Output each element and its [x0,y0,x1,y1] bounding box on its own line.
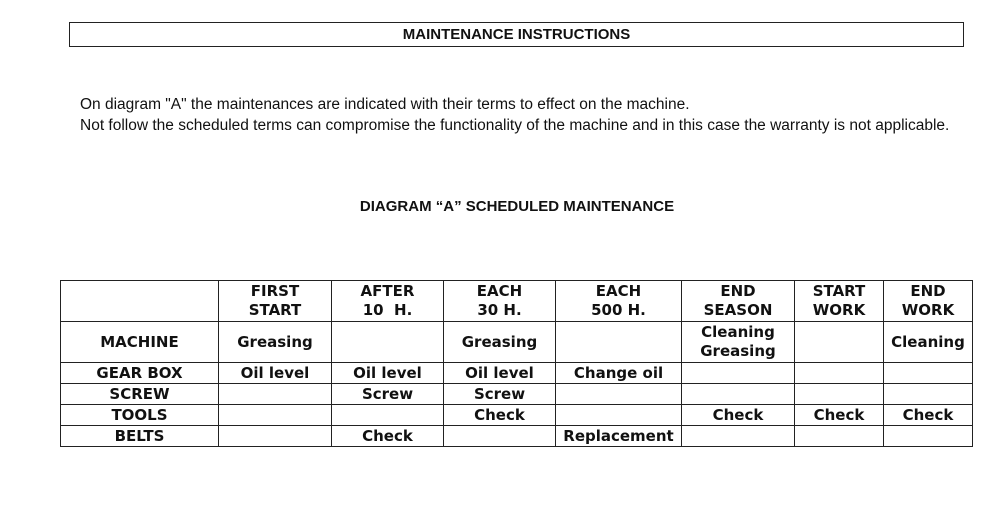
header-line: START [248,301,302,319]
row-label: MACHINE [61,322,219,363]
table-cell: Check [682,405,795,426]
table-cell [682,322,795,363]
row-label: BELTS [61,426,219,447]
table-cell: Greasing [444,322,556,363]
header-cell-each-500h [556,281,682,322]
table-cell [884,426,973,447]
table-cell: Greasing [219,322,332,363]
header-cell-first-start [219,281,332,322]
table-cell [556,384,682,405]
table-row-tools [61,405,973,426]
table-row-gear-box [61,363,973,384]
intro-line-1: On diagram "A" the maintenances are indicated with their terms to effect on the machine. [80,96,690,113]
header-line: 10 H. [362,301,413,319]
table-cell [219,405,332,426]
header-cell-start-work [795,281,884,322]
table-cell [332,322,444,363]
table-row-screw [61,384,973,405]
header-row [61,281,973,322]
row-label: TOOLS [61,405,219,426]
header-cell-end-season [682,281,795,322]
table-row-belts [61,426,973,447]
table-cell: Cleaning [884,322,973,363]
table-cell: Change oil [556,363,682,384]
table-cell [556,405,682,426]
header-line: 500 H. [591,301,646,319]
header-cell-empty [61,281,219,322]
cell-line: Greasing [700,342,776,360]
table-cell: Screw [444,384,556,405]
header-line: SEASON [703,301,773,319]
table-cell: Oil level [332,363,444,384]
table-cell: Check [444,405,556,426]
header-cell-after-10h [332,281,444,322]
header-line: FIRST [250,282,300,300]
intro-text [80,95,960,136]
table-cell: Oil level [444,363,556,384]
header-line: WORK [901,301,955,319]
header-line: END [720,282,756,300]
table-cell [795,363,884,384]
table-cell: Oil level [219,363,332,384]
header-line: EACH [595,282,642,300]
header-line: AFTER [360,282,415,300]
table-cell: Check [795,405,884,426]
header-line: EACH [476,282,523,300]
table-cell [682,384,795,405]
table-cell [682,426,795,447]
table-cell [219,426,332,447]
table-cell [556,322,682,363]
table-cell: Check [332,426,444,447]
row-label: GEAR BOX [61,363,219,384]
table-cell [795,384,884,405]
table-cell [795,426,884,447]
table-cell: Screw [332,384,444,405]
maintenance-table [60,280,973,447]
page-title: MAINTENANCE INSTRUCTIONS [69,22,964,47]
table-cell: Check [884,405,973,426]
header-line: WORK [812,301,866,319]
header-line: END [910,282,946,300]
intro-line-2: Not follow the scheduled terms can compromise the functionality of the machine and in this case the warranty is not applicable. [80,116,950,134]
table-cell [332,405,444,426]
table-cell [682,363,795,384]
table-row-machine [61,322,973,363]
diagram-title: DIAGRAM “A” SCHEDULED MAINTENANCE [359,198,675,215]
cell-line: Cleaning [701,323,775,341]
table-cell [884,363,973,384]
header-line: START [812,282,866,300]
table-cell: Replacement [556,426,682,447]
header-cell-end-work [884,281,973,322]
header-line: 30 H. [477,301,522,319]
row-label: SCREW [61,384,219,405]
table-cell [795,322,884,363]
table-cell [884,384,973,405]
header-cell-each-30h [444,281,556,322]
table-cell [219,384,332,405]
table-cell [444,426,556,447]
